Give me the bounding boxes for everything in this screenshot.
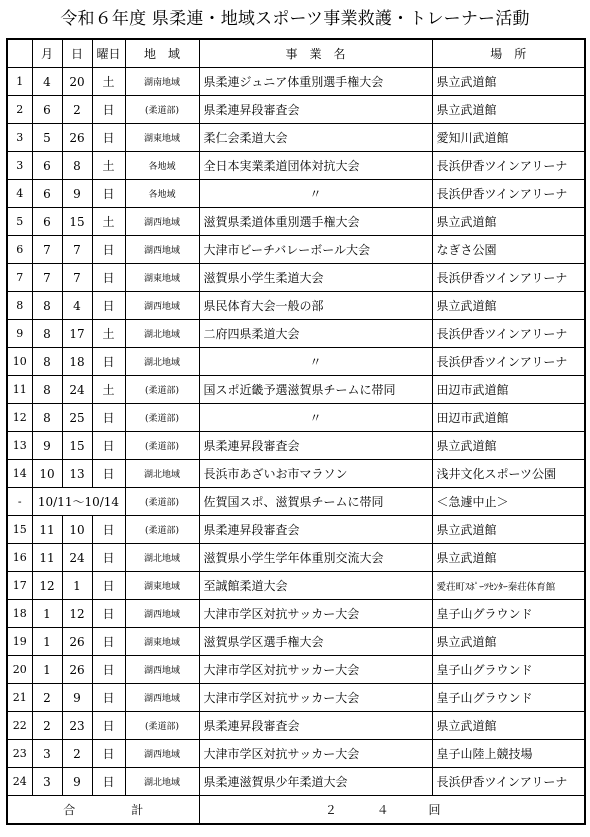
event-name-cell: 滋賀県小学生学年体重別交流大会 — [199, 544, 432, 572]
table-row — [7, 404, 585, 432]
row-number: 4 — [7, 180, 32, 208]
page-title: 令和６年度 県柔連・地域スポーツ事業救護・トレーナー活動 — [60, 9, 530, 29]
month-cell: 8 — [32, 292, 62, 320]
place-cell: 県立武道館 — [432, 712, 585, 740]
day-cell: 9 — [62, 768, 92, 796]
event-name-cell: 柔仁会柔道大会 — [199, 124, 432, 152]
area-cell: 湖北地域 — [125, 320, 199, 348]
month-cell: 1 — [32, 600, 62, 628]
area-cell: 各地域 — [125, 180, 199, 208]
row-number: 21 — [7, 684, 32, 712]
area-cell: (柔道部) — [125, 488, 199, 516]
area-cell: 湖北地域 — [125, 348, 199, 376]
month-cell: 7 — [32, 264, 62, 292]
event-name-cell: 大津市学区対抗サッカー大会 — [199, 684, 432, 712]
day-cell: 12 — [62, 600, 92, 628]
table-row — [7, 320, 585, 348]
table-row — [7, 152, 585, 180]
month-cell: 3 — [32, 740, 62, 768]
place-cell: 県立武道館 — [432, 628, 585, 656]
row-number: 3 — [7, 152, 32, 180]
day-cell: 1 — [62, 572, 92, 600]
weekday-cell: 日 — [92, 712, 125, 740]
area-cell: 湖西地域 — [125, 236, 199, 264]
weekday-cell: 土 — [92, 376, 125, 404]
month-cell: 6 — [32, 208, 62, 236]
area-cell: 湖西地域 — [125, 208, 199, 236]
day-cell: 7 — [62, 236, 92, 264]
row-number: 11 — [7, 376, 32, 404]
row-number: 1 — [7, 68, 32, 96]
event-name-cell: 二府四県柔道大会 — [199, 320, 432, 348]
place-cell: 県立武道館 — [432, 68, 585, 96]
day-cell: 24 — [62, 544, 92, 572]
table-row — [7, 656, 585, 684]
table-row — [7, 712, 585, 740]
place-cell: 県立武道館 — [432, 544, 585, 572]
area-cell: (柔道部) — [125, 516, 199, 544]
weekday-cell: 日 — [92, 460, 125, 488]
place-cell: 県立武道館 — [432, 96, 585, 124]
place-cell: 長浜伊香ツインアリーナ — [432, 264, 585, 292]
day-cell: 26 — [62, 656, 92, 684]
table-row — [7, 488, 585, 516]
area-cell: 湖西地域 — [125, 684, 199, 712]
month-cell: 8 — [32, 376, 62, 404]
table-row — [7, 544, 585, 572]
place-cell: 長浜伊香ツインアリーナ — [432, 152, 585, 180]
weekday-cell: 日 — [92, 292, 125, 320]
table-row — [7, 460, 585, 488]
row-number: 2 — [7, 96, 32, 124]
month-cell: 4 — [32, 68, 62, 96]
row-number: 5 — [7, 208, 32, 236]
month-cell: 1 — [32, 628, 62, 656]
place-cell: 長浜伊香ツインアリーナ — [432, 180, 585, 208]
day-cell: 25 — [62, 404, 92, 432]
area-cell: 湖東地域 — [125, 572, 199, 600]
event-name-cell: 〃 — [199, 404, 432, 432]
day-cell: 18 — [62, 348, 92, 376]
place-cell: 長浜伊香ツインアリーナ — [432, 320, 585, 348]
weekday-cell: 日 — [92, 572, 125, 600]
table-row — [7, 208, 585, 236]
weekday-cell: 日 — [92, 544, 125, 572]
event-name-cell: 県柔連昇段審査会 — [199, 432, 432, 460]
place-cell: 長浜伊香ツインアリーナ — [432, 768, 585, 796]
month-cell: 8 — [32, 320, 62, 348]
weekday-cell: 日 — [92, 264, 125, 292]
area-cell: 各地域 — [125, 152, 199, 180]
weekday-cell: 日 — [92, 124, 125, 152]
area-cell: 湖東地域 — [125, 264, 199, 292]
weekday-cell: 日 — [92, 236, 125, 264]
event-name-cell: 全日本実業柔道団体対抗大会 — [199, 152, 432, 180]
weekday-cell: 土 — [92, 208, 125, 236]
row-number: 23 — [7, 740, 32, 768]
place-cell: 田辺市武道館 — [432, 376, 585, 404]
header-day: 日 — [62, 39, 92, 68]
month-cell: 8 — [32, 404, 62, 432]
event-name-cell: 国スポ近畿予選滋賀県チームに帯同 — [199, 376, 432, 404]
area-cell: 湖北地域 — [125, 768, 199, 796]
month-cell: 12 — [32, 572, 62, 600]
day-cell: 2 — [62, 96, 92, 124]
place-cell: 皇子山陸上競技場 — [432, 740, 585, 768]
day-cell: 17 — [62, 320, 92, 348]
row-number: 20 — [7, 656, 32, 684]
event-name-cell: 滋賀県柔道体重別選手権大会 — [199, 208, 432, 236]
event-name-cell: 滋賀県学区選手権大会 — [199, 628, 432, 656]
place-cell: 県立武道館 — [432, 292, 585, 320]
day-cell: 2 — [62, 740, 92, 768]
area-cell: (柔道部) — [125, 712, 199, 740]
area-cell: (柔道部) — [125, 404, 199, 432]
row-number: 8 — [7, 292, 32, 320]
header-no — [7, 39, 32, 68]
area-cell: 湖西地域 — [125, 740, 199, 768]
table-row — [7, 628, 585, 656]
weekday-cell: 日 — [92, 768, 125, 796]
month-cell: 2 — [32, 712, 62, 740]
weekday-cell: 日 — [92, 684, 125, 712]
header-weekday: 曜日 — [92, 39, 125, 68]
day-cell: 23 — [62, 712, 92, 740]
day-cell: 20 — [62, 68, 92, 96]
month-cell: 6 — [32, 152, 62, 180]
activity-table — [6, 38, 586, 825]
area-cell: (柔道部) — [125, 432, 199, 460]
day-cell: 10 — [62, 516, 92, 544]
table-row — [7, 96, 585, 124]
total-row — [7, 796, 585, 825]
month-cell: 5 — [32, 124, 62, 152]
area-cell: 湖西地域 — [125, 600, 199, 628]
row-number: 16 — [7, 544, 32, 572]
place-cell: 皇子山グラウンド — [432, 656, 585, 684]
area-cell: (柔道部) — [125, 96, 199, 124]
weekday-cell: 日 — [92, 656, 125, 684]
weekday-cell: 日 — [92, 516, 125, 544]
weekday-cell: 日 — [92, 96, 125, 124]
place-cell: 県立武道館 — [432, 516, 585, 544]
place-cell: なぎさ公園 — [432, 236, 585, 264]
month-cell: 11 — [32, 544, 62, 572]
row-number: 17 — [7, 572, 32, 600]
event-name-cell: 県柔連昇段審査会 — [199, 96, 432, 124]
area-cell: 湖北地域 — [125, 460, 199, 488]
row-number: 12 — [7, 404, 32, 432]
table-row — [7, 348, 585, 376]
area-cell: 湖北地域 — [125, 544, 199, 572]
month-cell: 8 — [32, 348, 62, 376]
header-place: 場 所 — [432, 39, 585, 68]
weekday-cell: 日 — [92, 628, 125, 656]
table-row — [7, 264, 585, 292]
place-cell: 皇子山グラウンド — [432, 600, 585, 628]
header-month: 月 — [32, 39, 62, 68]
weekday-cell: 土 — [92, 320, 125, 348]
weekday-cell: 日 — [92, 600, 125, 628]
event-name-cell: 大津市ビーチバレーボール大会 — [199, 236, 432, 264]
table-row — [7, 124, 585, 152]
month-cell: 2 — [32, 684, 62, 712]
place-cell: 長浜伊香ツインアリーナ — [432, 348, 585, 376]
place-cell: 県立武道館 — [432, 208, 585, 236]
day-cell: 9 — [62, 180, 92, 208]
table-row — [7, 292, 585, 320]
date-range: 10/11～10/14 — [32, 488, 125, 516]
day-cell: 26 — [62, 124, 92, 152]
event-name-cell: 大津市学区対抗サッカー大会 — [199, 656, 432, 684]
weekday-cell: 土 — [92, 152, 125, 180]
event-name-cell: 大津市学区対抗サッカー大会 — [199, 600, 432, 628]
place-cell: 浅井文化スポーツ公園 — [432, 460, 585, 488]
row-number: - — [7, 488, 32, 516]
month-cell: 6 — [32, 180, 62, 208]
month-cell: 7 — [32, 236, 62, 264]
weekday-cell: 日 — [92, 348, 125, 376]
header-area: 地 域 — [125, 39, 199, 68]
weekday-cell: 日 — [92, 404, 125, 432]
day-cell: 9 — [62, 684, 92, 712]
area-cell: 湖西地域 — [125, 656, 199, 684]
event-name-cell: 長浜市あざいお市マラソン — [199, 460, 432, 488]
header-event: 事 業 名 — [199, 39, 432, 68]
row-number: 14 — [7, 460, 32, 488]
table-row — [7, 516, 585, 544]
event-name-cell: 県民体育大会一般の部 — [199, 292, 432, 320]
row-number: 18 — [7, 600, 32, 628]
row-number: 13 — [7, 432, 32, 460]
area-cell: 湖西地域 — [125, 292, 199, 320]
event-name-cell: 至誠館柔道大会 — [199, 572, 432, 600]
day-cell: 7 — [62, 264, 92, 292]
day-cell: 15 — [62, 432, 92, 460]
month-cell: 10 — [32, 460, 62, 488]
area-cell: 湖東地域 — [125, 628, 199, 656]
event-name-cell: 県柔連滋賀県少年柔道大会 — [199, 768, 432, 796]
table-row — [7, 432, 585, 460]
row-number: 22 — [7, 712, 32, 740]
place-cell: 愛知川武道館 — [432, 124, 585, 152]
weekday-cell: 土 — [92, 68, 125, 96]
event-name-cell: 県柔連ジュニア体重別選手権大会 — [199, 68, 432, 96]
event-name-cell: 大津市学区対抗サッカー大会 — [199, 740, 432, 768]
row-number: 7 — [7, 264, 32, 292]
day-cell: 24 — [62, 376, 92, 404]
month-cell: 6 — [32, 96, 62, 124]
row-number: 10 — [7, 348, 32, 376]
total-value: ２ ４ 回 — [199, 796, 585, 825]
table-row — [7, 600, 585, 628]
area-cell: 湖南地域 — [125, 68, 199, 96]
weekday-cell: 日 — [92, 180, 125, 208]
row-number: 6 — [7, 236, 32, 264]
place-cell: ＜急遽中止＞ — [432, 488, 585, 516]
place-cell: 田辺市武道館 — [432, 404, 585, 432]
month-cell: 11 — [32, 516, 62, 544]
event-name-cell: 佐賀国スポ、滋賀県チームに帯同 — [199, 488, 432, 516]
event-name-cell: 県柔連昇段審査会 — [199, 712, 432, 740]
row-number: 19 — [7, 628, 32, 656]
event-name-cell: 〃 — [199, 348, 432, 376]
day-cell: 4 — [62, 292, 92, 320]
place-cell: 県立武道館 — [432, 432, 585, 460]
weekday-cell: 日 — [92, 432, 125, 460]
table-row — [7, 236, 585, 264]
table-row — [7, 572, 585, 600]
event-name-cell: 県柔連昇段審査会 — [199, 516, 432, 544]
area-cell: 湖東地域 — [125, 124, 199, 152]
weekday-cell: 日 — [92, 740, 125, 768]
area-cell: (柔道部) — [125, 376, 199, 404]
table-row — [7, 768, 585, 796]
row-number: 3 — [7, 124, 32, 152]
event-name-cell: 〃 — [199, 180, 432, 208]
day-cell: 15 — [62, 208, 92, 236]
event-name-cell: 滋賀県小学生柔道大会 — [199, 264, 432, 292]
month-cell: 1 — [32, 656, 62, 684]
row-number: 15 — [7, 516, 32, 544]
row-number: 24 — [7, 768, 32, 796]
day-cell: 8 — [62, 152, 92, 180]
day-cell: 13 — [62, 460, 92, 488]
table-row — [7, 376, 585, 404]
table-row — [7, 684, 585, 712]
header-row — [7, 39, 585, 68]
table-row — [7, 68, 585, 96]
day-cell: 26 — [62, 628, 92, 656]
place-cell: 皇子山グラウンド — [432, 684, 585, 712]
month-cell: 9 — [32, 432, 62, 460]
row-number: 9 — [7, 320, 32, 348]
table-row — [7, 740, 585, 768]
table-row — [7, 180, 585, 208]
month-cell: 3 — [32, 768, 62, 796]
place-cell: 愛荘町ｽﾎﾟｰﾂｾﾝﾀｰ秦荘体育館 — [432, 572, 585, 600]
total-label: 合 計 — [7, 796, 199, 825]
